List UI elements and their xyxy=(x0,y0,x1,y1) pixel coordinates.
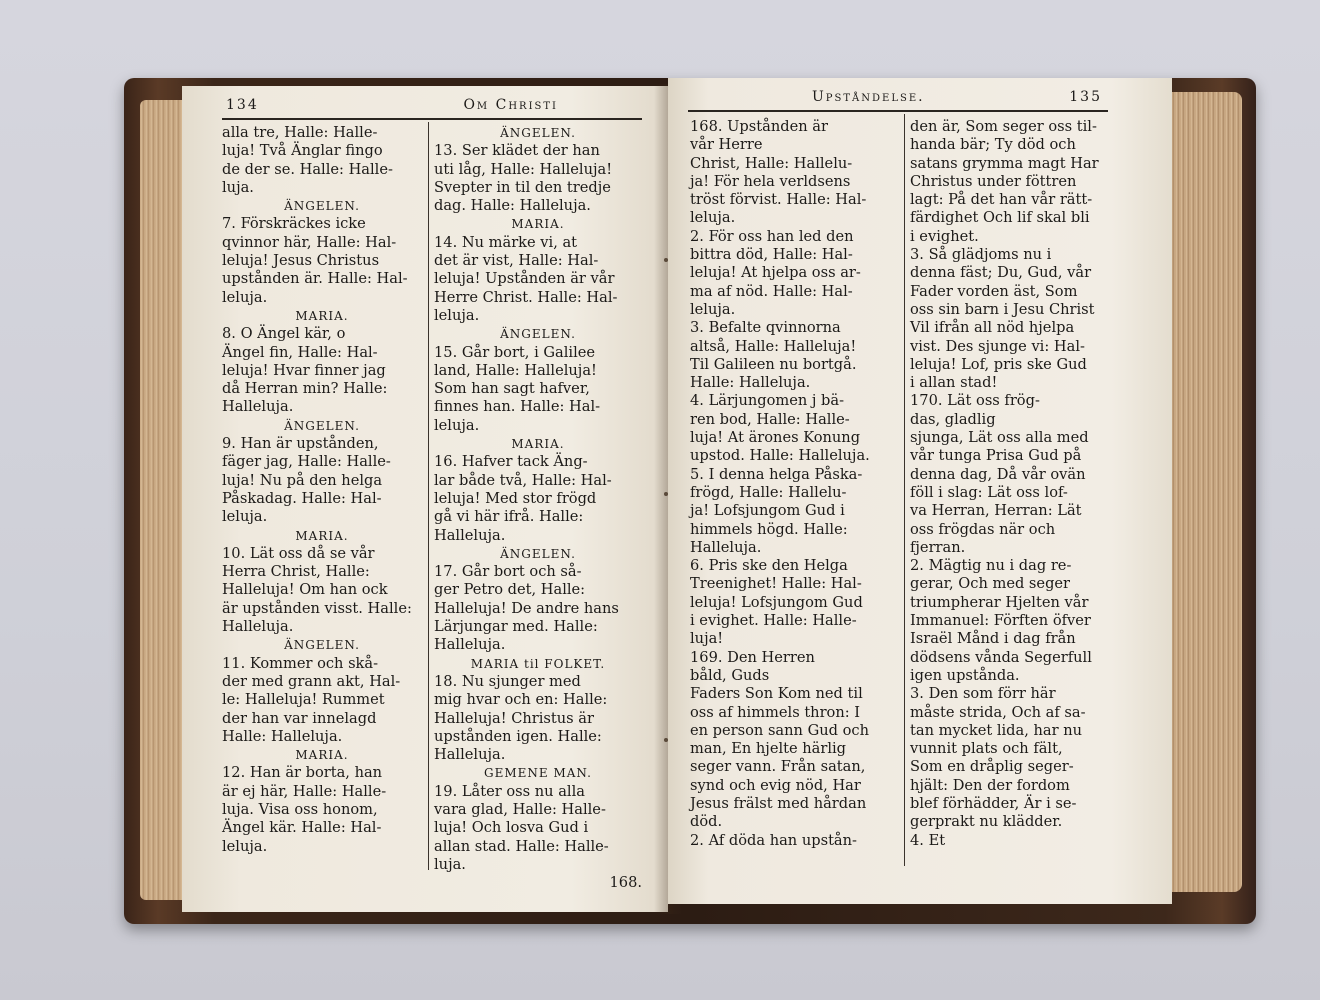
text-line: MARIA. xyxy=(511,437,565,452)
text-line: i allan stad! xyxy=(910,374,998,392)
left-page xyxy=(182,86,668,912)
text-line: oss frögdas när och xyxy=(910,520,1056,538)
text-line: uti låg, Halle: Halleluja! xyxy=(434,160,613,178)
text-line: 168. xyxy=(609,874,642,892)
text-line: igen upstånda. xyxy=(910,666,1020,684)
text-line: der han var innelagd xyxy=(222,709,377,727)
text-line: 14. Nu märke vi, at xyxy=(434,233,578,251)
text-line: ÄNGELEN. xyxy=(500,546,576,561)
text-line: alla tre, Halle: Halle- xyxy=(222,124,378,141)
text-line: handa bär; Ty död och xyxy=(910,136,1076,154)
right-page-edges xyxy=(1170,92,1242,892)
text-line: das, gladlig xyxy=(910,410,996,428)
right-page xyxy=(668,78,1172,904)
text-line: ÄNGELEN. xyxy=(284,418,360,433)
text-line: 2. För oss han led den xyxy=(690,227,854,245)
text-line: vara glad, Halle: Halle- xyxy=(434,800,606,818)
text-line: leluja. xyxy=(434,416,480,434)
text-line: gerar, Och med seger xyxy=(910,575,1071,593)
text-line: Jesus frälst med hårdan xyxy=(690,794,867,812)
text-line: föll i slag: Lät oss lof- xyxy=(910,483,1068,501)
text-line: 8. O Ängel kär, o xyxy=(222,325,346,343)
text-line: leluja. xyxy=(222,837,268,855)
text-line: Som en dråplig seger- xyxy=(910,758,1074,776)
text-line: leluja. xyxy=(222,508,268,526)
text-line: 17. Går bort och så- xyxy=(434,563,582,581)
right-page-header xyxy=(682,86,1102,108)
text-line: 2. Af döda han upstån- xyxy=(690,831,857,849)
text-line: vist. Des sjunge vi: Hal- xyxy=(910,337,1085,355)
text-line: ja! För hela verldsens xyxy=(690,172,851,190)
text-line: då Herran min? Halle: xyxy=(222,380,388,398)
text-line: Som han sagt hafver, xyxy=(434,380,590,398)
text-line: 170. Lät oss frög- xyxy=(910,392,1040,410)
text-line: luja. Visa oss honom, xyxy=(222,800,378,818)
text-line: måste strida, Och af sa- xyxy=(910,703,1086,721)
text-line: Svepter in til den tredje xyxy=(434,178,611,196)
text-line: GEMENE MAN. xyxy=(484,766,592,781)
text-line: lagt: På det han vår rätt- xyxy=(910,191,1093,209)
text-line: ÄNGELEN. xyxy=(500,126,576,140)
text-line: 4. Et xyxy=(910,831,946,849)
text-line: bittra död, Halle: Hal- xyxy=(690,246,853,264)
text-line: der med grann akt, Hal- xyxy=(222,672,401,690)
text-line: leluja! Hvar finner jag xyxy=(222,361,386,379)
text-line: va Herran, Herran: Lät xyxy=(910,502,1082,520)
text-line: luja. xyxy=(434,855,466,873)
text-line: leluja! At hjelpa oss ar- xyxy=(690,264,861,282)
text-line: Halleluja. xyxy=(222,618,294,636)
text-line: ger Petro det, Halle: xyxy=(434,581,586,599)
text-line: vår tunga Prisa Gud på xyxy=(910,447,1082,465)
right-column-2 xyxy=(910,118,1122,850)
text-line: 4. Lärjungomen j bä- xyxy=(690,392,845,410)
text-line: ÄNGELEN. xyxy=(284,638,360,653)
text-line: 6. Pris ske den Helga xyxy=(690,557,848,575)
text-line: Halleluja. xyxy=(434,746,506,764)
text-line: land, Halle: Halleluja! xyxy=(434,361,597,379)
text-line: färdighet Och lif skal bli xyxy=(910,209,1090,227)
text-line: leluja. xyxy=(690,209,736,227)
text-line: MARIA til FOLKET. xyxy=(470,656,606,671)
left-page-edges xyxy=(140,100,184,900)
text-line: 3. Den som förr här xyxy=(910,685,1056,703)
text-line: vunnit plats och fält, xyxy=(910,740,1063,758)
text-line: Ängel kär. Halle: Hal- xyxy=(222,819,382,837)
text-line: Lärjungar med. Halle: xyxy=(434,618,598,636)
text-line: luja! xyxy=(690,630,724,648)
text-line: Halleluja. xyxy=(434,526,506,544)
text-line: Immanuel: Förften öfver xyxy=(910,612,1091,630)
text-line: upstod. Halle: Halleluja. xyxy=(690,447,870,465)
text-line: leluja. xyxy=(690,300,736,318)
text-line: satans grymma magt Har xyxy=(910,154,1099,172)
text-line: gå vi här ifrå. Halle: xyxy=(434,508,584,526)
text-line: 168. Upstånden är xyxy=(690,118,828,135)
text-line: 16. Hafver tack Äng- xyxy=(434,453,588,471)
text-line: 7. Förskräckes icke xyxy=(222,215,366,233)
text-line: Halle: Halleluja. xyxy=(690,374,811,392)
text-line: leluja! Jesus Christus xyxy=(222,252,380,270)
text-line: luja! Två Änglar fingo xyxy=(222,142,383,160)
text-line: 5. I denna helga Påska- xyxy=(690,465,863,483)
right-column-divider xyxy=(904,114,905,866)
text-line: fäger jag, Halle: Halle- xyxy=(222,453,391,471)
text-line: luja. xyxy=(222,178,254,196)
text-line: oss af himmels thron: I xyxy=(690,703,861,721)
text-line: leluja! Med stor frögd xyxy=(434,489,597,507)
text-line: 11. Kommer och skå- xyxy=(222,654,379,672)
text-line: 19. Låter oss nu alla xyxy=(434,782,585,800)
text-line: MARIA. xyxy=(295,748,349,763)
text-line: Christus under föttren xyxy=(910,172,1077,190)
text-line: leluja! Upstånden är vår xyxy=(434,270,615,288)
text-line: Halleluja. xyxy=(690,538,762,556)
text-line: 10. Lät oss då se vår xyxy=(222,544,375,562)
text-line: finnes han. Halle: Hal- xyxy=(434,398,601,416)
text-line: Vil ifrån all nöd hjelpa xyxy=(910,319,1075,337)
text-line: synd och evig nöd, Har xyxy=(690,776,861,794)
text-line: en person sann Gud och xyxy=(690,721,869,739)
text-line: båld, Guds xyxy=(690,666,770,684)
text-line: luja! Nu på den helga xyxy=(222,471,383,489)
text-line: himmels högd. Halle: xyxy=(690,520,848,538)
text-line: lar både två, Halle: Hal- xyxy=(434,471,612,489)
right-page-number: 135 xyxy=(1069,89,1102,105)
text-line: Treenighet! Halle: Hal- xyxy=(690,575,862,593)
text-line: leluja! Lof, pris ske Gud xyxy=(910,355,1087,373)
text-line: Halleluja! De andre hans xyxy=(434,599,619,617)
text-line: i evighet. Halle: Halle- xyxy=(690,612,857,630)
text-line: Herra Christ, Halle: xyxy=(222,563,370,581)
left-column-2 xyxy=(434,124,642,892)
text-line: luja! At ärones Konung xyxy=(690,429,861,447)
text-line: ren bod, Halle: Halle- xyxy=(690,410,850,428)
text-line: det är vist, Halle: Hal- xyxy=(434,252,599,270)
text-line: qvinnor här, Halle: Hal- xyxy=(222,233,397,251)
text-line: luja! Och losva Gud i xyxy=(434,819,589,837)
text-line: frögd, Halle: Hallelu- xyxy=(690,483,847,501)
left-running-head: Om Christi xyxy=(463,97,558,113)
text-line: 9. Han är upstånden, xyxy=(222,435,379,453)
text-line: Fader vorden äst, Som xyxy=(910,282,1078,300)
text-line: Påskadag. Halle: Hal- xyxy=(222,489,382,507)
open-book xyxy=(124,78,1256,924)
text-line: triumpherar Hjelten vår xyxy=(910,593,1089,611)
text-line: 3. Så glädjoms nu i xyxy=(910,246,1052,264)
text-line: är upstånden visst. Halle: xyxy=(222,599,412,617)
left-column-divider xyxy=(428,122,429,870)
text-line: gerprakt nu klädder. xyxy=(910,813,1063,831)
text-line: upstånden igen. Halle: xyxy=(434,727,602,745)
text-line: Christ, Halle: Hallelu- xyxy=(690,154,853,172)
text-line: ma af nöd. Halle: Hal- xyxy=(690,282,853,300)
text-line: tan mycket lida, har nu xyxy=(910,721,1083,739)
text-line: Halleluja. xyxy=(222,398,294,416)
text-line: Halle: Halleluja. xyxy=(222,727,343,745)
text-line: i evighet. xyxy=(910,227,979,245)
text-line: Ängel fin, Halle: Hal- xyxy=(222,343,378,361)
text-line: är ej här, Halle: Halle- xyxy=(222,782,387,800)
right-column-1 xyxy=(690,118,900,850)
text-line: dödsens vånda Segerfull xyxy=(910,648,1092,666)
text-line: 15. Går bort, i Galilee xyxy=(434,343,596,361)
text-line: denna fäst; Du, Gud, vår xyxy=(910,264,1092,282)
text-line: mig hvar och en: Halle: xyxy=(434,691,608,709)
text-line: leluja. xyxy=(434,306,480,324)
text-line: 2. Mägtig nu i dag re- xyxy=(910,557,1072,575)
text-line: sjunga, Lät oss alla med xyxy=(910,429,1089,447)
text-line: Halleluja. xyxy=(434,636,506,654)
right-header-rule xyxy=(688,110,1108,112)
text-line: leluja! Lofsjungom Gud xyxy=(690,593,863,611)
text-line: de der se. Halle: Halle- xyxy=(222,160,393,178)
text-line: 12. Han är borta, han xyxy=(222,764,383,782)
text-line: Israël Månd i dag från xyxy=(910,630,1076,648)
text-line: vår Herre xyxy=(690,136,763,154)
text-line: 3. Befalte qvinnorna xyxy=(690,319,841,337)
text-line: denna dag, Då vår ovän xyxy=(910,465,1086,483)
left-page-number: 134 xyxy=(226,97,259,113)
text-line: död. xyxy=(690,813,723,831)
text-line: MARIA. xyxy=(295,528,349,543)
text-line: ja! Lofsjungom Gud i xyxy=(690,502,845,520)
text-line: Halleluja! Om han ock xyxy=(222,581,388,599)
text-line: ÄNGELEN. xyxy=(284,199,360,214)
text-line: 18. Nu sjunger med xyxy=(434,672,581,690)
left-page-header xyxy=(226,94,638,116)
text-line: hjält: Den der fordom xyxy=(910,776,1070,794)
text-line: Til Galileen nu bortgå. xyxy=(690,355,857,373)
text-line: 169. Den Herren xyxy=(690,648,815,666)
text-line: oss sin barn i Jesu Christ xyxy=(910,300,1095,318)
text-line: 13. Ser klädet der han xyxy=(434,142,600,160)
text-line: altså, Halle: Halleluja! xyxy=(690,337,857,355)
text-line: MARIA. xyxy=(511,217,565,232)
text-line: upstånden är. Halle: Hal- xyxy=(222,270,408,288)
left-header-rule xyxy=(222,118,642,120)
text-line: Faders Son Kom ned til xyxy=(690,685,863,703)
text-line: blef förhädder, Är i se- xyxy=(910,794,1077,812)
text-line: leluja. xyxy=(222,288,268,306)
text-line: man, En hjelte härlig xyxy=(690,740,847,758)
text-line: fjerran. xyxy=(910,538,966,556)
text-line: le: Halleluja! Rummet xyxy=(222,691,385,709)
text-line: ÄNGELEN. xyxy=(500,327,576,342)
text-line: Halleluja! Christus är xyxy=(434,709,594,727)
text-line: Herre Christ. Halle: Hal- xyxy=(434,288,618,306)
left-column-1 xyxy=(222,124,422,856)
text-line: dag. Halle: Halleluja. xyxy=(434,197,591,215)
text-line: MARIA. xyxy=(295,308,349,323)
text-line: allan stad. Halle: Halle- xyxy=(434,837,609,855)
text-line: tröst förvist. Halle: Hal- xyxy=(690,191,867,209)
right-running-head: Upståndelse. xyxy=(812,89,925,105)
text-line: seger vann. Från satan, xyxy=(690,758,866,776)
text-line: den är, Som seger oss til- xyxy=(910,118,1097,135)
